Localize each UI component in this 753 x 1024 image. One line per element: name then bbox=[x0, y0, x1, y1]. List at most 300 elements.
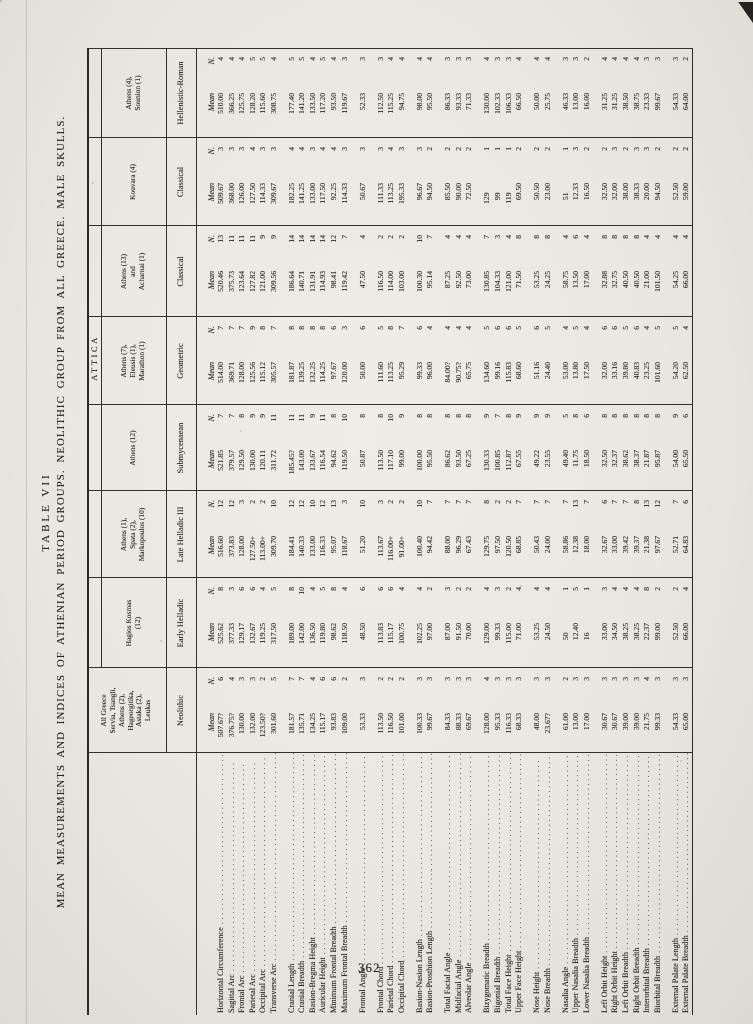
n-cell: 3 bbox=[357, 147, 367, 151]
measurement-section bbox=[376, 405, 408, 491]
table-row bbox=[582, 405, 593, 491]
measurement-section bbox=[216, 226, 279, 317]
table-row bbox=[358, 317, 369, 405]
measurement-section bbox=[216, 138, 279, 226]
n-cell: 4 bbox=[482, 587, 492, 591]
table-row bbox=[681, 578, 692, 668]
mean-cell: 84.33 bbox=[443, 713, 453, 731]
n-cell: 2 bbox=[453, 587, 463, 591]
measurement-section bbox=[482, 753, 524, 1015]
mean-cell: 120.50 bbox=[503, 536, 513, 557]
table-row bbox=[464, 405, 475, 491]
table-row bbox=[532, 668, 543, 753]
n-cell: 7 bbox=[297, 677, 307, 681]
mean-cell: 32.00 bbox=[599, 362, 609, 380]
n-cell: 6 bbox=[631, 326, 641, 330]
table-row bbox=[358, 48, 369, 138]
table-row bbox=[493, 491, 504, 578]
table-row bbox=[248, 405, 259, 491]
n-cell: 7 bbox=[396, 326, 406, 330]
row-label: Upper Nasalia Breadth bbox=[571, 937, 581, 1013]
site-name-line: Athens (13) bbox=[119, 253, 129, 290]
table-row bbox=[329, 753, 340, 1015]
mean-cell: 66.50 bbox=[514, 93, 524, 111]
table-row bbox=[464, 491, 475, 578]
table-row bbox=[425, 405, 436, 491]
row-label: Total Facial Angle bbox=[443, 952, 453, 1013]
mean-cell: 32.37 bbox=[610, 450, 620, 468]
table-row bbox=[642, 317, 653, 405]
mean-cell: 85.50 bbox=[443, 183, 453, 201]
table-row bbox=[454, 491, 465, 578]
mean-cell: 33.16 bbox=[610, 362, 620, 380]
mean-cell: 39.80 bbox=[621, 362, 630, 380]
table-row bbox=[514, 578, 525, 668]
mean-cell: 54.20 bbox=[670, 362, 680, 380]
mean-cell: 68.85 bbox=[514, 536, 524, 554]
table-row bbox=[571, 578, 582, 668]
table-row bbox=[415, 491, 426, 578]
n-cell: 3 bbox=[681, 677, 691, 681]
mean-cell: 131.91 bbox=[307, 271, 317, 292]
measurement-section bbox=[358, 138, 369, 226]
table-row bbox=[329, 405, 340, 491]
n-cell: 14 bbox=[318, 235, 328, 243]
n-cell: 4 bbox=[599, 57, 609, 61]
measurement-section bbox=[443, 491, 475, 578]
mean-cell: 40.50 bbox=[621, 271, 630, 289]
table-row bbox=[632, 668, 643, 753]
table-row bbox=[237, 226, 248, 317]
row-label: Cranial Length bbox=[286, 963, 296, 1013]
mean-cell: 32.50 bbox=[599, 450, 609, 468]
table-row bbox=[258, 138, 269, 226]
n-cell: 4 bbox=[532, 57, 542, 61]
site-name-line: Astaka (2), bbox=[134, 694, 144, 727]
n-cell: 3 bbox=[237, 147, 247, 151]
mean-cell: 377.33 bbox=[226, 623, 236, 644]
mean-cell: 12.33 bbox=[571, 183, 581, 201]
row-label: Alveolar Angle bbox=[464, 962, 474, 1013]
n-cell: 10 bbox=[357, 500, 367, 508]
n-cell: 5 bbox=[621, 326, 630, 330]
n-cell: 8 bbox=[286, 326, 296, 330]
mean-cell: 50.67 bbox=[357, 183, 367, 201]
n-cell: 7 bbox=[493, 414, 503, 418]
n-cell: 2 bbox=[375, 677, 385, 681]
table-row bbox=[681, 405, 692, 491]
mean-cell: 117.50 bbox=[318, 183, 328, 204]
group-sites-header bbox=[101, 48, 166, 138]
n-cell: 12 bbox=[328, 235, 338, 243]
mean-cell: 24.40 bbox=[542, 362, 552, 380]
n-cell: 5 bbox=[571, 587, 581, 591]
horizontal-rule bbox=[166, 48, 167, 753]
table-row bbox=[454, 753, 465, 1015]
n-cell: 3 bbox=[599, 587, 609, 591]
table-row bbox=[376, 317, 387, 405]
n-sublabel: N. bbox=[207, 587, 216, 595]
mean-cell: 132.25 bbox=[307, 362, 317, 383]
mean-cell: 100.30 bbox=[414, 271, 424, 292]
mean-cell: 117.10 bbox=[386, 450, 396, 471]
table-row bbox=[600, 317, 611, 405]
n-cell: 3 bbox=[226, 587, 236, 591]
measurement-section bbox=[216, 753, 279, 1015]
table-row bbox=[269, 491, 280, 578]
row-label: Transverse Arc bbox=[268, 963, 278, 1013]
mean-cell: 127.50+ bbox=[247, 536, 257, 562]
mean-cell: 69.50 bbox=[514, 183, 524, 201]
mean-cell: 132.00 bbox=[247, 713, 257, 734]
group-period-header: Neolithic bbox=[176, 694, 186, 727]
n-cell: 1 bbox=[493, 147, 503, 151]
table-row bbox=[287, 48, 298, 138]
mean-cell: 94.62 bbox=[328, 450, 338, 468]
row-label: Left Orbit Breadth bbox=[621, 952, 630, 1013]
n-cell: 3 bbox=[443, 57, 453, 61]
mean-sublabel: Mean bbox=[207, 93, 216, 112]
table-row bbox=[610, 753, 621, 1015]
mean-cell: 186.64 bbox=[286, 271, 296, 292]
n-cell: 3 bbox=[443, 587, 453, 591]
mean-cell: 23.25 bbox=[642, 362, 652, 380]
n-cell: 9 bbox=[258, 414, 268, 418]
table-row bbox=[318, 138, 329, 226]
leader-dots bbox=[681, 753, 692, 935]
table-row bbox=[216, 668, 227, 753]
n-cell: 8 bbox=[532, 235, 542, 239]
group-sites-header bbox=[101, 405, 166, 491]
n-cell: 9 bbox=[514, 414, 524, 418]
n-cell: 3 bbox=[631, 677, 641, 681]
table-row bbox=[543, 317, 554, 405]
row-label: Parietal Chord bbox=[386, 965, 396, 1013]
table-row bbox=[237, 668, 248, 753]
table-row bbox=[571, 668, 582, 753]
table-row bbox=[482, 668, 493, 753]
table-row bbox=[681, 668, 692, 753]
table-row bbox=[681, 48, 692, 138]
table-row bbox=[653, 668, 664, 753]
n-cell: 14 bbox=[286, 235, 296, 243]
mean-cell: 130.33 bbox=[482, 450, 492, 471]
mean-cell: 24.00 bbox=[542, 536, 552, 554]
table-row bbox=[582, 48, 593, 138]
n-cell: 6 bbox=[681, 500, 691, 504]
table-row bbox=[376, 405, 387, 491]
table-row bbox=[504, 138, 515, 226]
table-row bbox=[386, 578, 397, 668]
n-cell: 3 bbox=[396, 147, 406, 151]
n-cell: 10 bbox=[414, 235, 424, 243]
table-row bbox=[482, 48, 493, 138]
n-cell: 6 bbox=[493, 326, 503, 330]
mean-cell: 91.50 bbox=[453, 623, 463, 641]
n-cell: 7 bbox=[339, 235, 349, 239]
mean-cell: 373.83 bbox=[226, 536, 236, 557]
n-cell: 1 bbox=[482, 147, 492, 151]
table-row bbox=[621, 668, 632, 753]
n-cell: 6 bbox=[357, 326, 367, 330]
n-sublabel: N. bbox=[207, 677, 216, 685]
n-cell: 2 bbox=[652, 587, 662, 591]
mean-cell: 94.50 bbox=[652, 183, 662, 201]
measurement-section bbox=[671, 405, 692, 491]
mean-cell: 67.43 bbox=[464, 536, 474, 554]
table-row bbox=[386, 491, 397, 578]
n-cell: 2 bbox=[339, 677, 349, 681]
mean-cell: 12.40 bbox=[571, 623, 581, 641]
table-row bbox=[397, 138, 408, 226]
n-cell: 4 bbox=[226, 677, 236, 681]
mean-cell: 40.83 bbox=[631, 362, 641, 380]
table-row bbox=[287, 578, 298, 668]
n-cell: 8 bbox=[443, 414, 453, 418]
table-row bbox=[621, 405, 632, 491]
n-cell: 11 bbox=[237, 235, 247, 243]
measurement-section bbox=[443, 753, 475, 1015]
n-cell: 7 bbox=[610, 500, 620, 504]
mean-cell: 17.00 bbox=[581, 271, 591, 289]
mean-cell: 51 bbox=[560, 192, 570, 201]
mean-cell: 133.50 bbox=[307, 93, 317, 114]
mean-cell: 140.33 bbox=[297, 536, 307, 557]
mean-sublabel: Mean bbox=[207, 450, 216, 469]
measurement-section bbox=[443, 48, 475, 138]
n-cell: 9 bbox=[482, 414, 492, 418]
mean-cell: 92.50 bbox=[453, 271, 463, 289]
n-cell: 10 bbox=[414, 500, 424, 508]
n-cell: 6 bbox=[318, 677, 328, 681]
table-row bbox=[269, 668, 280, 753]
n-cell: 4 bbox=[532, 587, 542, 591]
table-row bbox=[671, 317, 682, 405]
n-cell: 13 bbox=[216, 235, 225, 243]
n-cell: 4 bbox=[642, 677, 652, 681]
table-row bbox=[642, 48, 653, 138]
n-cell: 8 bbox=[514, 235, 524, 239]
table-row bbox=[425, 753, 436, 1015]
measurement-label-column bbox=[87, 753, 693, 1015]
site-name-line: Spata (2), bbox=[128, 520, 138, 549]
n-cell: 7 bbox=[226, 414, 236, 418]
table-row bbox=[237, 578, 248, 668]
measurement-section bbox=[532, 405, 553, 491]
n-cell: 8 bbox=[286, 587, 296, 591]
table-row bbox=[415, 405, 426, 491]
mean-cell: 32.88 bbox=[599, 271, 609, 289]
mean-cell: 92.25 bbox=[328, 183, 338, 201]
table-row bbox=[425, 578, 436, 668]
n-cell: 4 bbox=[258, 587, 268, 591]
table-row bbox=[493, 226, 504, 317]
table-row bbox=[621, 491, 632, 578]
n-cell: 3 bbox=[652, 677, 662, 681]
mean-cell: 117.20 bbox=[318, 93, 328, 114]
n-cell: 4 bbox=[652, 235, 662, 239]
measurement-section bbox=[358, 491, 369, 578]
table-row bbox=[621, 48, 632, 138]
mean-cell: 64.83 bbox=[681, 536, 691, 554]
mean-cell: 119.50 bbox=[339, 450, 349, 471]
mean-cell: 54.33 bbox=[670, 713, 680, 731]
leader-dots bbox=[504, 753, 515, 954]
mean-cell: 184.41 bbox=[286, 536, 296, 557]
table-row bbox=[642, 578, 653, 668]
mean-cell: 128.00 bbox=[237, 362, 247, 383]
mean-cell: 119 bbox=[503, 192, 513, 204]
n-cell: 3 bbox=[571, 677, 581, 681]
mean-cell: 94.42 bbox=[425, 536, 435, 554]
mean-cell: 58.75 bbox=[560, 271, 570, 289]
mean-cell: 66.00 bbox=[681, 271, 691, 289]
table-row bbox=[532, 226, 543, 317]
mean-cell: 115.83 bbox=[503, 362, 513, 383]
n-cell: 6 bbox=[328, 677, 338, 681]
table-row bbox=[671, 753, 682, 1015]
n-cell: 10 bbox=[386, 414, 396, 422]
table-row bbox=[571, 48, 582, 138]
measurement-section bbox=[216, 317, 279, 405]
site-name-line: All Greece bbox=[98, 694, 108, 727]
table-row bbox=[561, 753, 572, 1015]
n-cell: 4 bbox=[307, 587, 317, 591]
n-cell: 9 bbox=[247, 326, 257, 330]
table-row bbox=[600, 48, 611, 138]
mean-cell: 135.71 bbox=[297, 713, 307, 734]
table-row bbox=[582, 138, 593, 226]
mean-cell: 116.00+ bbox=[386, 536, 396, 561]
mean-cell: 21.00 bbox=[642, 271, 652, 289]
table-row bbox=[297, 138, 308, 226]
table-row bbox=[653, 491, 664, 578]
measurement-section bbox=[482, 405, 524, 491]
mean-cell: 133.00 bbox=[307, 536, 317, 557]
table-row bbox=[308, 668, 319, 753]
measurement-section bbox=[358, 48, 369, 138]
mean-cell: 32.67 bbox=[599, 536, 609, 554]
n-cell: 7 bbox=[425, 500, 435, 504]
table-row bbox=[329, 578, 340, 668]
group-sites-header bbox=[87, 668, 166, 753]
mean-cell: 98.00 bbox=[414, 93, 424, 111]
table-row bbox=[464, 317, 475, 405]
mean-cell: 101.50 bbox=[652, 271, 662, 292]
horizontal-rule bbox=[87, 48, 89, 1015]
measurement-section bbox=[376, 48, 408, 138]
mean-cell: 96.29 bbox=[453, 536, 463, 554]
site-name-line: Servia, Tsangli, bbox=[107, 687, 117, 734]
mean-cell: 21.38 bbox=[642, 536, 652, 554]
mean-cell: 17.00 bbox=[581, 713, 591, 731]
mean-cell: 118.50 bbox=[339, 623, 349, 644]
table-row bbox=[532, 405, 543, 491]
n-cell: 3 bbox=[375, 57, 385, 61]
table-row bbox=[425, 138, 436, 226]
table-row bbox=[671, 226, 682, 317]
n-cell: 12 bbox=[216, 500, 225, 508]
n-cell: 3 bbox=[453, 57, 463, 61]
n-cell: 10 bbox=[297, 587, 307, 595]
n-cell: 8 bbox=[642, 587, 652, 591]
mean-cell: 91.00+ bbox=[396, 536, 406, 558]
table-row bbox=[340, 48, 351, 138]
table-row bbox=[397, 668, 408, 753]
measurement-section bbox=[443, 578, 475, 668]
n-cell: 5 bbox=[318, 57, 328, 61]
mean-cell: 73.00 bbox=[464, 271, 474, 289]
mean-cell: 38.33 bbox=[631, 183, 641, 201]
n-cell: 8 bbox=[328, 414, 338, 418]
n-cell: 3 bbox=[425, 677, 435, 681]
table-row bbox=[318, 491, 329, 578]
table-row bbox=[308, 317, 319, 405]
mean-cell: 113.00+ bbox=[258, 536, 268, 561]
table-row bbox=[248, 317, 259, 405]
n-cell: 5 bbox=[247, 57, 257, 61]
mean-cell: 101.00 bbox=[396, 713, 406, 734]
leader-dots bbox=[258, 753, 269, 969]
measurement-section bbox=[482, 668, 524, 753]
row-label: Frontal Angle bbox=[357, 967, 367, 1013]
n-cell: 3 bbox=[532, 677, 542, 681]
leader-dots bbox=[376, 753, 387, 967]
table-row bbox=[258, 578, 269, 668]
n-cell: 4 bbox=[621, 57, 630, 61]
n-cell: 6 bbox=[414, 326, 424, 330]
mean-cell: 68.33 bbox=[514, 713, 524, 731]
mean-cell: 308.75 bbox=[268, 93, 278, 114]
n-cell: 4 bbox=[681, 235, 691, 239]
n-cell: 12 bbox=[286, 500, 296, 508]
n-cell: 10 bbox=[307, 500, 317, 508]
table-row bbox=[329, 48, 340, 138]
n-cell: 7 bbox=[216, 326, 225, 330]
table-row bbox=[376, 138, 387, 226]
table-row bbox=[632, 491, 643, 578]
n-cell: 3 bbox=[610, 677, 620, 681]
n-cell: 8 bbox=[357, 414, 367, 418]
n-sublabel: N. bbox=[207, 500, 216, 508]
n-cell: 5 bbox=[318, 587, 328, 591]
n-cell: 3 bbox=[339, 326, 349, 330]
n-cell: 5 bbox=[560, 414, 570, 418]
mean-cell: 38.25 bbox=[621, 623, 630, 641]
mean-cell: 129.17 bbox=[237, 623, 247, 644]
n-cell: 2 bbox=[386, 500, 396, 504]
mean-cell: 507.67? bbox=[216, 713, 225, 738]
n-cell: 4 bbox=[670, 235, 680, 239]
table-row bbox=[386, 668, 397, 753]
measurement-section bbox=[358, 226, 369, 317]
n-cell: 12 bbox=[226, 500, 236, 508]
table-row bbox=[464, 48, 475, 138]
mean-cell: 18.50 bbox=[581, 450, 591, 468]
table-row bbox=[227, 578, 238, 668]
leader-dots bbox=[318, 753, 329, 957]
row-label: Biorbital Breadth bbox=[652, 955, 662, 1013]
table-row bbox=[415, 226, 426, 317]
mean-cell: 23.67? bbox=[542, 713, 552, 734]
n-cell: 3 bbox=[493, 677, 503, 681]
n-cell: 1 bbox=[560, 587, 570, 591]
row-label: Nasalia Angle bbox=[560, 966, 570, 1013]
n-cell: 3 bbox=[339, 57, 349, 61]
mean-cell: 126.00 bbox=[237, 183, 247, 204]
n-cell: 1 bbox=[503, 147, 513, 151]
n-cell: 8 bbox=[503, 414, 513, 418]
